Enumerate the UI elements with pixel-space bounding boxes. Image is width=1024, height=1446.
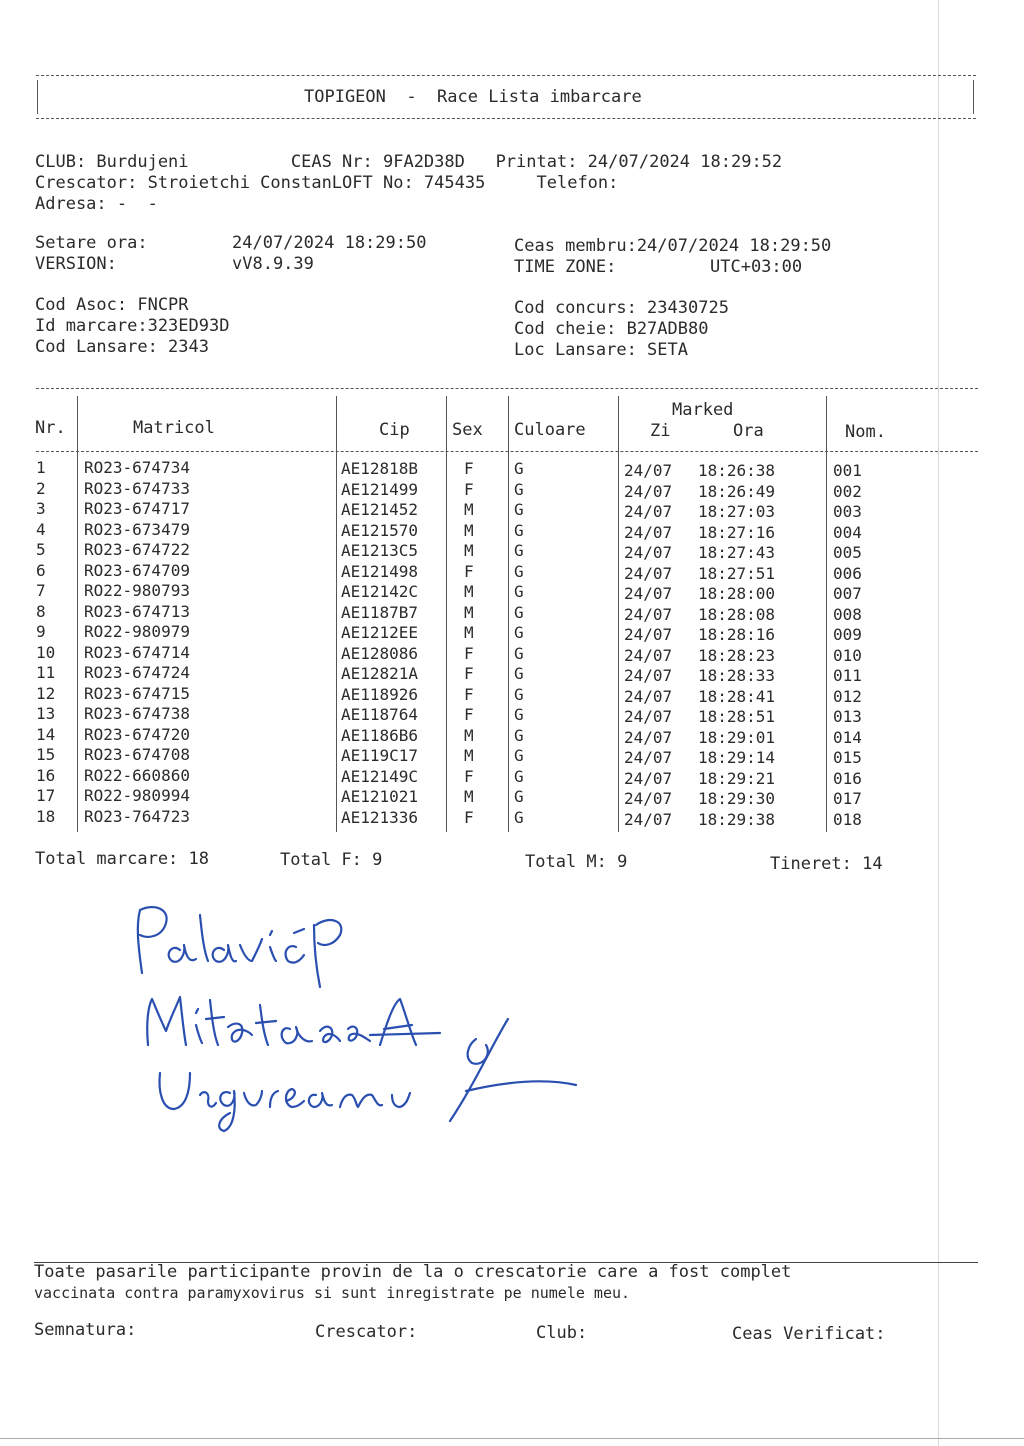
- cell-sex: F: [464, 766, 474, 786]
- cell-zi: 24/07: [624, 645, 673, 665]
- cell-cip: AE128086: [341, 643, 419, 663]
- ceas-membru: Ceas membru:24/07/2024 18:29:50: [514, 236, 832, 256]
- cell-nr: 3: [36, 499, 46, 518]
- crescator-line: Crescator: Stroietchi ConstanLOFT No: 745435 Telefon:: [35, 173, 619, 193]
- club-line: CLUB: Burdujeni CEAS Nr: 9FA2D38D Printat: 24/07/2024 18:29:52: [35, 152, 783, 172]
- cell-culoare: G: [514, 500, 524, 519]
- table-row: [0, 602, 1024, 622]
- table-row: [0, 745, 1024, 765]
- cell-matricol: RO23-674720: [84, 724, 190, 744]
- table-row: [0, 479, 1024, 499]
- cell-zi: 24/07: [624, 789, 673, 808]
- cell-ora: 18:28:00: [698, 584, 776, 603]
- cell-nom: 018: [833, 809, 862, 829]
- cell-cip: AE12821A: [341, 664, 419, 683]
- cell-sex: M: [464, 541, 474, 560]
- cell-nr: 16: [36, 765, 56, 785]
- cell-zi: 24/07: [624, 481, 673, 501]
- cell-nom: 010: [833, 645, 862, 665]
- cell-nr: 17: [36, 786, 56, 805]
- cell-matricol: RO22-980994: [84, 786, 190, 805]
- cell-cip: AE12149C: [341, 766, 419, 786]
- cell-zi: 24/07: [624, 563, 673, 583]
- cell-sex: M: [464, 582, 474, 601]
- col-header-marked: Marked: [672, 400, 734, 420]
- time-zone-label: TIME ZONE:: [514, 257, 617, 277]
- cell-sex: F: [464, 705, 474, 724]
- id-marcare: Id marcare:323ED93D: [35, 316, 230, 336]
- cell-zi: 24/07: [624, 522, 673, 542]
- cell-culoare: G: [514, 643, 524, 663]
- col-header-sex: Sex: [452, 420, 483, 440]
- cell-zi: 24/07: [624, 625, 673, 644]
- cell-nom: 012: [833, 686, 862, 706]
- col-header-matricol: Matricol: [133, 418, 215, 438]
- cell-zi: 24/07: [624, 604, 673, 624]
- cell-ora: 18:28:33: [698, 666, 776, 685]
- cell-zi: 24/07: [624, 502, 673, 521]
- cell-sex: F: [464, 643, 474, 663]
- total-marcare: Total marcare: 18: [35, 849, 209, 869]
- cell-zi: 24/07: [624, 768, 673, 788]
- version-value: vV8.9.39: [232, 254, 314, 274]
- cell-nr: 2: [36, 478, 46, 498]
- cell-matricol: RO23-674713: [84, 601, 190, 621]
- cell-sex: F: [464, 684, 474, 704]
- cell-matricol: RO23-674738: [84, 704, 190, 723]
- cell-zi: 24/07: [624, 809, 673, 829]
- cell-nom: 016: [833, 768, 862, 788]
- col-header-nom: Nom.: [845, 422, 886, 442]
- cell-culoare: G: [514, 725, 524, 745]
- cell-ora: 18:27:03: [698, 502, 776, 521]
- cell-zi: 24/07: [624, 543, 673, 562]
- cell-culoare: G: [514, 582, 524, 601]
- col-header-zi: Zi: [650, 421, 671, 441]
- cell-culoare: G: [514, 787, 524, 806]
- cell-cip: AE1212EE: [341, 623, 419, 642]
- cell-cip: AE121570: [341, 520, 419, 540]
- cell-ora: 18:27:43: [698, 543, 776, 562]
- table-row: [0, 704, 1024, 724]
- cod-cheie: Cod cheie: B27ADB80: [514, 319, 709, 339]
- cell-cip: AE1186B6: [341, 725, 419, 745]
- cell-cip: AE118764: [341, 705, 419, 724]
- cell-nom: 015: [833, 748, 862, 767]
- ceas-verificat-label: Ceas Verificat:: [732, 1324, 886, 1344]
- cell-nom: 014: [833, 727, 862, 747]
- cell-sex: F: [464, 664, 474, 683]
- table-row: [0, 520, 1024, 540]
- cell-nr: 18: [36, 806, 56, 826]
- cell-nr: 12: [36, 683, 56, 703]
- cell-cip: AE1213C5: [341, 541, 419, 560]
- cell-culoare: G: [514, 705, 524, 724]
- table-row: [0, 786, 1024, 806]
- cell-cip: AE121336: [341, 807, 419, 827]
- cell-nom: 009: [833, 625, 862, 644]
- cell-ora: 18:28:23: [698, 645, 776, 665]
- cell-ora: 18:29:14: [698, 748, 776, 767]
- cell-matricol: RO22-660860: [84, 765, 190, 785]
- cell-culoare: G: [514, 684, 524, 704]
- cell-matricol: RO23-674717: [84, 499, 190, 518]
- table-row: [0, 807, 1024, 827]
- table-row: [0, 622, 1024, 642]
- adresa-line: Adresa: - -: [35, 194, 158, 214]
- cell-nom: 005: [833, 543, 862, 562]
- cell-matricol: RO23-674724: [84, 663, 190, 682]
- cell-cip: AE119C17: [341, 746, 419, 765]
- tineret: Tineret: 14: [770, 854, 883, 874]
- table-row: [0, 581, 1024, 601]
- cell-nom: 006: [833, 563, 862, 583]
- cell-ora: 18:26:38: [698, 461, 776, 480]
- handwritten-signatures: [120, 895, 600, 1135]
- cell-ora: 18:27:16: [698, 522, 776, 542]
- cell-culoare: G: [514, 541, 524, 560]
- col-header-ora: Ora: [733, 421, 764, 441]
- cell-nom: 003: [833, 502, 862, 521]
- cell-nr: 13: [36, 704, 56, 723]
- total-f: Total F: 9: [280, 850, 383, 870]
- cell-cip: AE121498: [341, 561, 419, 581]
- cell-cip: AE121021: [341, 787, 419, 806]
- cell-culoare: G: [514, 766, 524, 786]
- loc-lansare: Loc Lansare: SETA: [514, 340, 688, 360]
- cell-nom: 008: [833, 604, 862, 624]
- cell-zi: 24/07: [624, 707, 673, 726]
- cell-nr: 4: [36, 519, 46, 539]
- col-header-cip: Cip: [379, 420, 410, 440]
- cell-nr: 14: [36, 724, 56, 744]
- cell-nr: 5: [36, 540, 46, 559]
- time-zone-value: UTC+03:00: [710, 257, 803, 277]
- cell-zi: 24/07: [624, 727, 673, 747]
- cell-ora: 18:26:49: [698, 481, 776, 501]
- cell-matricol: RO23-674734: [84, 458, 190, 477]
- cell-zi: 24/07: [624, 686, 673, 706]
- cell-sex: M: [464, 746, 474, 765]
- cell-sex: F: [464, 807, 474, 827]
- cell-ora: 18:27:51: [698, 563, 776, 583]
- cell-nom: 001: [833, 461, 862, 480]
- table-row: [0, 458, 1024, 478]
- table-row: [0, 561, 1024, 581]
- cell-nr: 1: [36, 458, 46, 477]
- document-title: TOPIGEON - Race Lista imbarcare: [304, 87, 642, 107]
- cell-sex: F: [464, 561, 474, 581]
- cell-ora: 18:29:38: [698, 809, 776, 829]
- total-m: Total M: 9: [525, 852, 628, 872]
- cell-matricol: RO23-764723: [84, 806, 190, 826]
- cell-nr: 8: [36, 601, 46, 621]
- cell-nom: 011: [833, 666, 862, 685]
- cell-ora: 18:28:08: [698, 604, 776, 624]
- semnatura-label: Semnatura:: [34, 1320, 137, 1340]
- cell-nr: 15: [36, 745, 56, 764]
- cell-cip: AE12818B: [341, 459, 419, 478]
- cell-matricol: RO23-674722: [84, 540, 190, 559]
- cell-cip: AE121499: [341, 479, 419, 499]
- cell-culoare: G: [514, 459, 524, 478]
- version-label: VERSION:: [35, 254, 117, 274]
- cell-culoare: G: [514, 746, 524, 765]
- cell-sex: M: [464, 500, 474, 519]
- cell-sex: M: [464, 520, 474, 540]
- cell-nom: 004: [833, 522, 862, 542]
- cell-zi: 24/07: [624, 748, 673, 767]
- cell-nr: 7: [36, 581, 46, 600]
- cod-lansare: Cod Lansare: 2343: [35, 337, 209, 357]
- cell-nom: 007: [833, 584, 862, 603]
- table-row: [0, 684, 1024, 704]
- cell-matricol: RO23-674708: [84, 745, 190, 764]
- cell-ora: 18:29:01: [698, 727, 776, 747]
- club-label: Club:: [536, 1323, 588, 1343]
- cell-zi: 24/07: [624, 461, 673, 480]
- table-row: [0, 766, 1024, 786]
- cell-culoare: G: [514, 561, 524, 581]
- cell-nr: 11: [36, 663, 56, 682]
- cell-sex: M: [464, 623, 474, 642]
- cell-ora: 18:28:41: [698, 686, 776, 706]
- cell-culoare: G: [514, 479, 524, 499]
- statement-line-2: vaccinata contra paramyxovirus si sunt inregistrate pe numele meu.: [34, 1284, 631, 1302]
- cell-matricol: RO23-673479: [84, 519, 190, 539]
- cell-sex: F: [464, 479, 474, 499]
- cell-nr: 6: [36, 560, 46, 580]
- page-bottom-edge: [0, 1438, 1024, 1439]
- table-row: [0, 643, 1024, 663]
- cell-ora: 18:28:51: [698, 707, 776, 726]
- cell-culoare: G: [514, 520, 524, 540]
- cell-culoare: G: [514, 602, 524, 622]
- crescator-label: Crescator:: [315, 1322, 418, 1342]
- cell-ora: 18:29:21: [698, 768, 776, 788]
- setare-ora-label: Setare ora:: [35, 233, 148, 253]
- cell-sex: F: [464, 459, 474, 478]
- table-row: [0, 663, 1024, 683]
- col-header-culoare: Culoare: [514, 420, 586, 440]
- cell-nom: 002: [833, 481, 862, 501]
- cell-matricol: RO23-674733: [84, 478, 190, 498]
- cell-nr: 9: [36, 622, 46, 641]
- cell-culoare: G: [514, 623, 524, 642]
- cell-zi: 24/07: [624, 584, 673, 603]
- cell-cip: AE1187B7: [341, 602, 419, 622]
- cell-sex: M: [464, 725, 474, 745]
- table-row: [0, 725, 1024, 745]
- cell-sex: M: [464, 602, 474, 622]
- cell-matricol: RO23-674714: [84, 642, 190, 662]
- cod-asoc: Cod Asoc: FNCPR: [35, 295, 189, 315]
- cell-nom: 017: [833, 789, 862, 808]
- cell-ora: 18:28:16: [698, 625, 776, 644]
- setare-ora-value: 24/07/2024 18:29:50: [232, 233, 427, 253]
- cell-matricol: RO23-674715: [84, 683, 190, 703]
- statement-line-1: Toate pasarile participante provin de la o crescatorie care a fost complet: [34, 1262, 792, 1282]
- cell-sex: M: [464, 787, 474, 806]
- col-header-nr: Nr.: [35, 418, 66, 438]
- cell-matricol: RO22-980979: [84, 622, 190, 641]
- cell-culoare: G: [514, 807, 524, 827]
- cell-culoare: G: [514, 664, 524, 683]
- cell-cip: AE118926: [341, 684, 419, 704]
- cell-matricol: RO23-674709: [84, 560, 190, 580]
- cell-cip: AE121452: [341, 500, 419, 519]
- cell-matricol: RO22-980793: [84, 581, 190, 600]
- cell-cip: AE12142C: [341, 582, 419, 601]
- cell-nom: 013: [833, 707, 862, 726]
- cell-zi: 24/07: [624, 666, 673, 685]
- cell-ora: 18:29:30: [698, 789, 776, 808]
- cell-nr: 10: [36, 642, 56, 662]
- cod-concurs: Cod concurs: 23430725: [514, 298, 729, 318]
- table-row: [0, 499, 1024, 519]
- table-row: [0, 540, 1024, 560]
